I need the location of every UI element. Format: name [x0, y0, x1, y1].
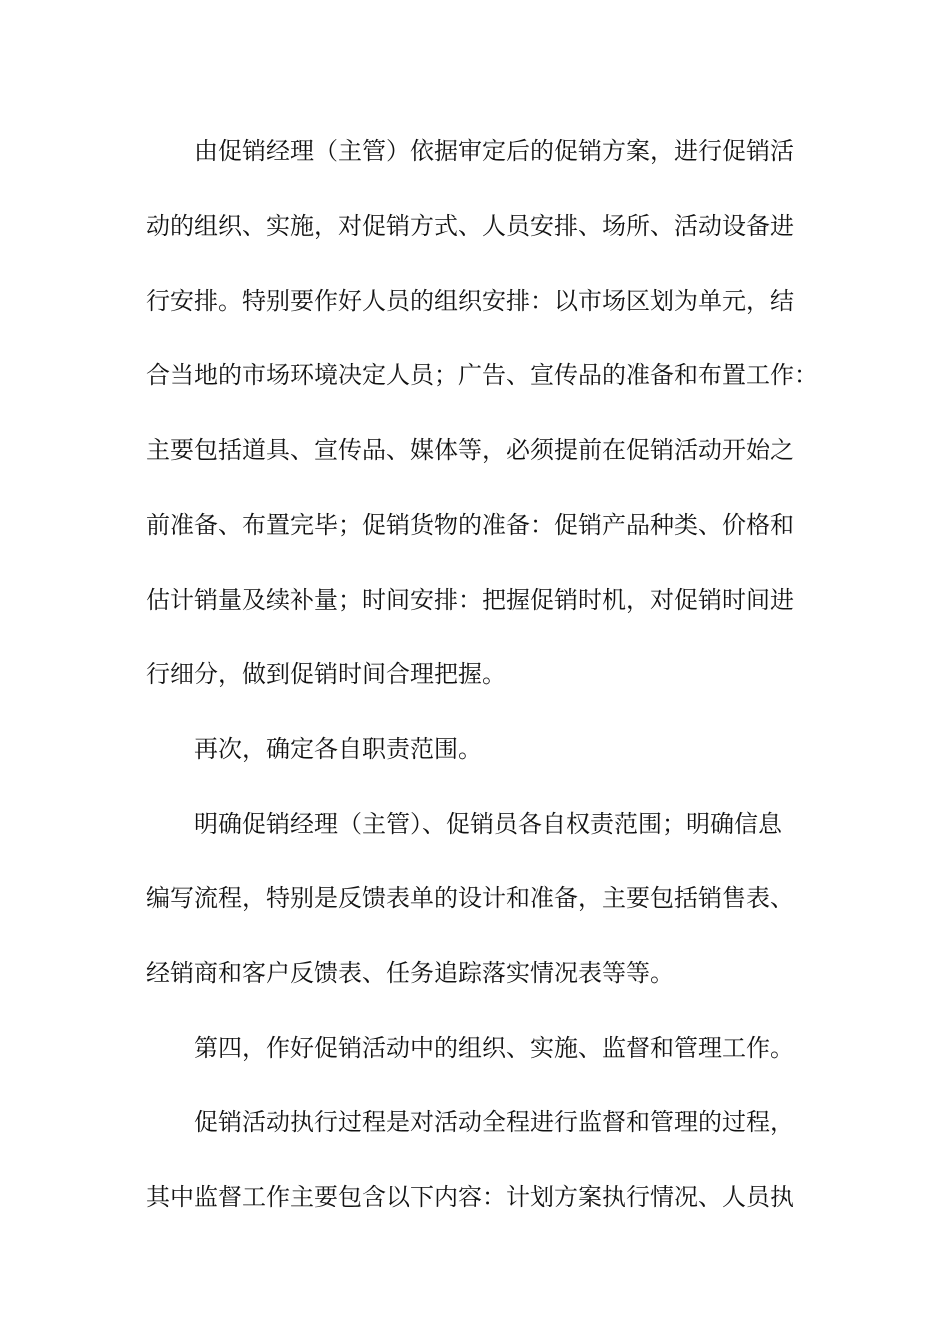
paragraph-line: 第四，作好促销活动中的组织、实施、监督和管理工作。: [194, 1034, 794, 1062]
paragraph-line: 其中监督工作主要包含以下内容：计划方案执行情况、人员执: [146, 1183, 794, 1211]
paragraph-line: 主要包括道具、宣传品、媒体等，必须提前在促销活动开始之: [146, 436, 794, 464]
paragraph-line: 行细分，做到促销时间合理把握。: [146, 660, 506, 688]
paragraph-line: 促销活动执行过程是对活动全程进行监督和管理的过程，: [194, 1108, 794, 1136]
paragraph-line: 动的组织、实施，对促销方式、人员安排、场所、活动设备进: [146, 212, 794, 240]
paragraph-line: 合当地的市场环境决定人员；广告、宣传品的准备和布置工作：: [146, 361, 818, 389]
paragraph-line: 编写流程，特别是反馈表单的设计和准备，主要包括销售表、: [146, 884, 794, 912]
paragraph-line: 行安排。特别要作好人员的组织安排：以市场区划为单元，结: [146, 287, 794, 315]
paragraph-line: 再次，确定各自职责范围。: [194, 735, 482, 763]
paragraph-line: 估计销量及续补量；时间安排：把握促销时机，对促销时间进: [146, 586, 794, 614]
paragraph-line: 前准备、布置完毕；促销货物的准备：促销产品种类、价格和: [146, 511, 794, 539]
paragraph-line: 由促销经理（主管）依据审定后的促销方案，进行促销活: [194, 137, 794, 165]
paragraph-line: 经销商和客户反馈表、任务追踪落实情况表等等。: [146, 959, 674, 987]
paragraph-line: 明确促销经理（主管）、促销员各自权责范围；明确信息: [194, 810, 782, 838]
